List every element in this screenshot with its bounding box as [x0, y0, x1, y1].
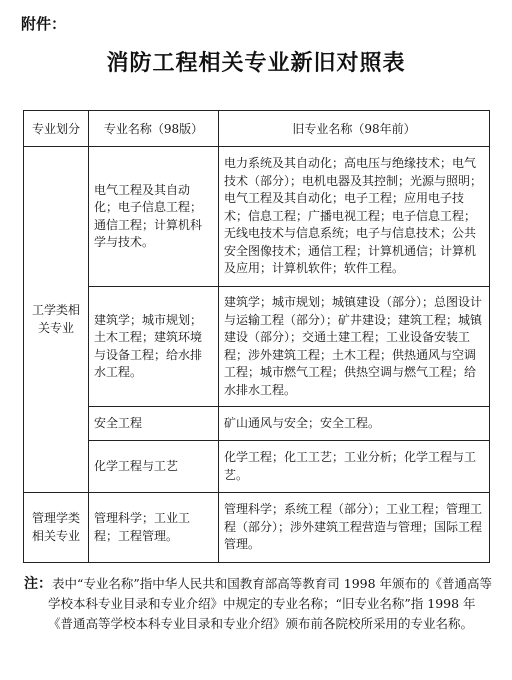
table-row [24, 407, 490, 441]
new-name-cell: 电气工程及其自动化；电子信息工程；通信工程；计算机科学与技术。 [89, 147, 219, 287]
table-row [24, 441, 490, 493]
table-row [24, 287, 490, 407]
old-name-cell: 电力系统及其自动化；高电压与绝缘技术；电气技术（部分）；电机电器及其控制；光源与照明；电气工程及其自动化；电子工程；应用电子技术；信息工程；广播电视工程；电子信息工程；无线电技术与信息系统；电子与信息技术；公共安全图像技术；通信工程；计算机通信；计算机及应用；计算机软件；软件工程。 [219, 147, 490, 287]
header-category: 专业划分 [24, 111, 89, 147]
new-name-cell: 安全工程 [89, 407, 219, 441]
old-name-cell: 化学工程；化工工艺；工业分析；化学工程与工艺。 [219, 441, 490, 493]
old-name-cell: 建筑学；城市规划；城镇建设（部分）；总图设计与运输工程（部分）；矿井建设；建筑工程；城镇建设（部分）；交通土建工程；工业设备安装工程；涉外建筑工程；土木工程；供热通风与空调工程；城市燃气工程；供热空调与燃气工程；给水排水工程。 [219, 287, 490, 407]
header-old-name: 旧专业名称（98年前） [219, 111, 490, 147]
header-new-name: 专业名称（98版） [89, 111, 219, 147]
document-title: 消防工程相关专业新旧对照表 [106, 51, 406, 76]
table-row [24, 147, 490, 287]
table-row [24, 493, 490, 563]
table-header-row [24, 111, 490, 147]
new-name-cell: 化学工程与工艺 [89, 441, 219, 493]
footnote-text: 表中“专业名称”指中华人民共和国教育部高等教育司 1998 年颁布的《普通高等学校本科专业目录和专业介绍》中规定的专业名称；“旧专业名称”指 1998 年《普通高等学校本科专业目录和专业介绍》颁布前各院校所采用的专业名称。 [48, 576, 493, 631]
comparison-table [23, 110, 490, 563]
new-name-cell: 建筑学；城市规划；土木工程；建筑环境与设备工程；给水排水工程。 [89, 287, 219, 407]
attachment-label: 附件： [21, 15, 67, 33]
category-cell-management: 管理学类相关专业 [24, 493, 89, 563]
new-name-cell: 管理科学；工业工程；工程管理。 [89, 493, 219, 563]
footnote [24, 574, 494, 634]
old-name-cell: 矿山通风与安全；安全工程。 [219, 407, 490, 441]
footnote-label: 注： [24, 576, 52, 592]
category-cell-engineering: 工学类相关专业 [24, 147, 89, 493]
old-name-cell: 管理科学；系统工程（部分）；工业工程；管理工程（部分）；涉外建筑工程营造与管理；国际工程管理。 [219, 493, 490, 563]
